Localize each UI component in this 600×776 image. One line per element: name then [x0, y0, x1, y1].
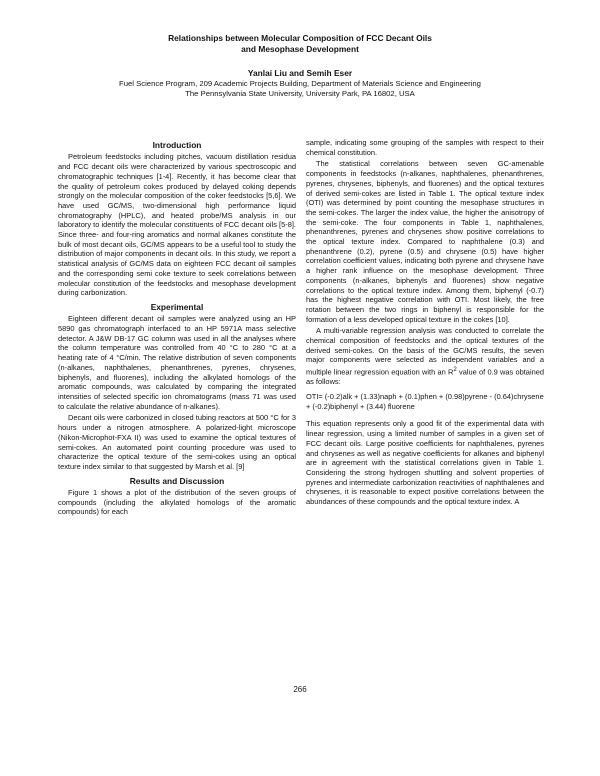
introduction-paragraph: Petroleum feedstocks including pitches, vacuum distillation residua and FCC decant oils were characterized by various spectroscopic and chromatographic techniques [1-4]. Recently, it has become clear that the quality of petroleum cokes produced by delayed coking depends strongly on the molecular composition of the coker feedstocks [5,6]. We have used GC/MS, two-dimensional high performance liquid chromatography (HPLC), and heated probe/MS analysis in our laboratory to identify the molecular constituents of FCC decant oils [5-8]. Since three- and four-ring aromatics and normal alkanes constitute the bulk of most decant oils, GC/MS appears to be a useful tool to study the distribution of major components in decant oils. In this study, we report a statistical analysis of GC/MS data on eighteen FCC decant oil samples and the corresponding semi coke texture to seek correlations between molecular constitution of the feedstocks and mesophase development during carbonization.: [58, 152, 296, 298]
continued-paragraph: sample, indicating some grouping of the samples with respect to their chemical constitution.: [306, 138, 544, 157]
right-column: [306, 138, 544, 507]
regression-text: A multi-variable regression analysis was conducted to correlate the chemical composition of feedstocks and the optical textures of the derived semi-cokes. On the basis of the GC/MS results, the seven major components were selected as independent variables and a multiple linear regression equation with an R: [306, 326, 544, 377]
experimental-paragraph-2: Decant oils were carbonized in closed tubing reactors at 500 °C for 3 hours under a nitrogen atmosphere. A polarized-light microscope (Nikon-Microphot-FXA II) was used to examine the optical textures of semi-cokes. An automated point counting procedure was used to characterize the optical texture of the semi-cokes using an optical texture index similar to that suggested by Marsh et al. [9]: [58, 413, 296, 471]
affiliation-line-1: Fuel Science Program, 209 Academic Projects Building, Department of Materials Science and Engineering: [119, 79, 481, 88]
results-paragraph: Figure 1 shows a plot of the distribution of the seven groups of compounds (including the alkylated homologs of the aromatic compounds) for each: [58, 488, 296, 517]
correlation-paragraph: The statistical correlations between seven GC-amenable components in feedstocks (n-alkanes, naphthalenes, phenanthrenes, pyrenes, chrysenes, biphenyls, and fluorenes) and the optical textures of derived semi-cokes are listed in Table 1. The optical texture index (OTI) was determined by point counting the mesophase structures in the semi-cokes. The larger the index value, the higher the anisotropy of the semi-coke. The four components in Table 1, naphthalenes, phenanthrenes, pyrenes and chrysenes show positive correlations to the optical texture index. Compared to naphthalene (0.3) and phenanthrene (0.2), pyrene (0.5) and chrysene (0.5) have higher correlation coefficient values, indicating both pyrene and chrysene have a higher rank influence on the mesophase development. Three components (n-alkanes, biphenyls and fluorenes) show negative correlations to the optical texture index. Among them, biphenyl (-0.7) has the highest negative correlation with OTI. Most likely, the free rotation between the two rings in biphenyl is responsible for the formation of a less developed optical texture in the cokes [10].: [306, 159, 544, 324]
title-line-1: Relationships between Molecular Composition of FCC Decant Oils: [168, 33, 432, 43]
experimental-paragraph-1: Eighteen different decant oil samples were analyzed using an HP 5890 gas chromatograph interfaced to an HP 5971A mass selective detector. A J&W DB-17 GC column was used in all the analyses where the column temperature was controlled from 40 °C to 280 °C at a heating rate of 4 °C/min. The relative distribution of seven components (n-alkanes, naphthalenes, phenanthrenes, pyrenes, chrysenes, biphenyls, and fluorenes), including the alkylated homologs of the aromatic compounds, was calculated by comparing the integrated intensities of selected specific ion chromatograms (mass 71 was used to calculate the relative abundance of n-alkanes).: [58, 314, 296, 411]
affiliation-line-2: The Pennsylvania State University, University Park, PA 16802, USA: [185, 89, 415, 99]
r2-superscript: 2: [453, 366, 457, 374]
paper-title: [60, 33, 540, 54]
discussion-paragraph: This equation represents only a good fit of the experimental data with linear regression, using a limited number of samples in a given set of FCC decant oils. Large positive coefficients for naphthalenes, pyrenes and chrysenes as well as negative coefficients for alkanes and biphenyl are in agreement with the statistical correlations given in Table 1. Considering the strong hydrogen shuttling and solvent properties of pyrenes and intermediate carbonization reactivities of naphthalenes and chrysenes, it is reasonable to expect positive correlations between the abundances of these compounds and the optical texture index. A: [306, 419, 544, 507]
affiliation: [40, 79, 560, 100]
regression-equation: OTI= (-0.2)alk + (1.33)naph + (0.1)phen + (0.98)pyrene - (0.64)chrysene + (-0.2)biphenyl + (3.44) fluorene: [306, 392, 544, 411]
title-line-2: and Mesophase Development: [241, 43, 359, 54]
introduction-heading: Introduction: [152, 140, 202, 150]
results-heading: Results and Discussion: [129, 475, 225, 486]
authors: Yanlai Liu and Semih Eser: [247, 68, 353, 78]
left-column: [58, 140, 296, 517]
regression-paragraph: [306, 326, 544, 387]
regression-text-end: value of 0.9 was obtained as follows:: [306, 367, 545, 387]
page-number: 266: [293, 685, 307, 694]
experimental-heading: Experimental: [150, 301, 204, 312]
